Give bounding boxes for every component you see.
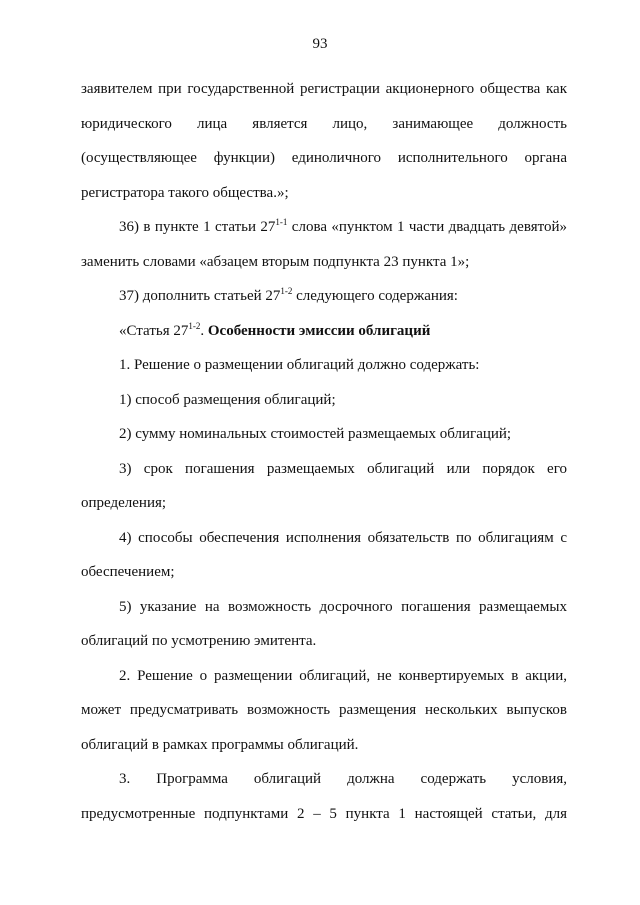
article-heading-title: Особенности эмиссии облигаций — [207, 322, 431, 339]
paragraph-continuation: заявителем при государственной регистрации акционерного общества как юридического лица является лицо, занимающее должность (осуществляющее функции) единоличного исполнительного органа регистратора такого общества.»; — [81, 81, 567, 201]
paragraph-clause-3: 3. Программа облигаций должна содержать условия, предусмотренные подпунктами 2 – 5 пункта 1 настоящей статьи, для — [81, 771, 567, 822]
paragraph-item-37 — [81, 279, 567, 314]
article-heading — [81, 314, 567, 349]
paragraph-clause-2: 2. Решение о размещении облигаций, не конвертируемых в акции, может предусматривать возможность размещения нескольких выпусков облигаций в рамках программы облигаций. — [81, 667, 567, 753]
item-36-text-end: слова «пунктом 1 части двадцать девятой» заменить словами «абзацем вторым подпункта 23 пункта 1»; — [81, 219, 567, 270]
paragraph-subitem-5: 5) указание на возможность досрочного погашения размещаемых облигаций по усмотрению эмитента. — [81, 598, 567, 649]
item-36-text-start: 36) в пункте 1 статьи 27 — [119, 219, 276, 235]
paragraph-subitem-4: 4) способы обеспечения исполнения обязательств по облигациям с обеспечением; — [81, 529, 567, 580]
paragraph-item-36 — [81, 210, 567, 279]
article-superscript: 1-2 — [280, 286, 293, 296]
document-body — [81, 72, 567, 831]
article-superscript: 1-2 — [188, 320, 201, 331]
paragraph-subitem-1: 1) способ размещения облигаций; — [119, 391, 336, 408]
paragraph-subitem-2: 2) сумму номинальных стоимостей размещаемых облигаций; — [119, 426, 512, 442]
item-37-text-end: следующего содержания: — [292, 288, 458, 304]
item-37-text-start: 37) дополнить статьей 27 — [119, 288, 281, 304]
article-superscript: 1-1 — [275, 217, 288, 227]
paragraph-clause-1: 1. Решение о размещении облигаций должно содержать: — [119, 357, 480, 373]
page-number: 93 — [312, 36, 328, 52]
paragraph-subitem-3: 3) срок погашения размещаемых облигаций или порядок его определения; — [81, 460, 567, 511]
article-heading-separator: . — [200, 322, 208, 339]
article-heading-prefix: «Статья 27 — [119, 322, 189, 339]
